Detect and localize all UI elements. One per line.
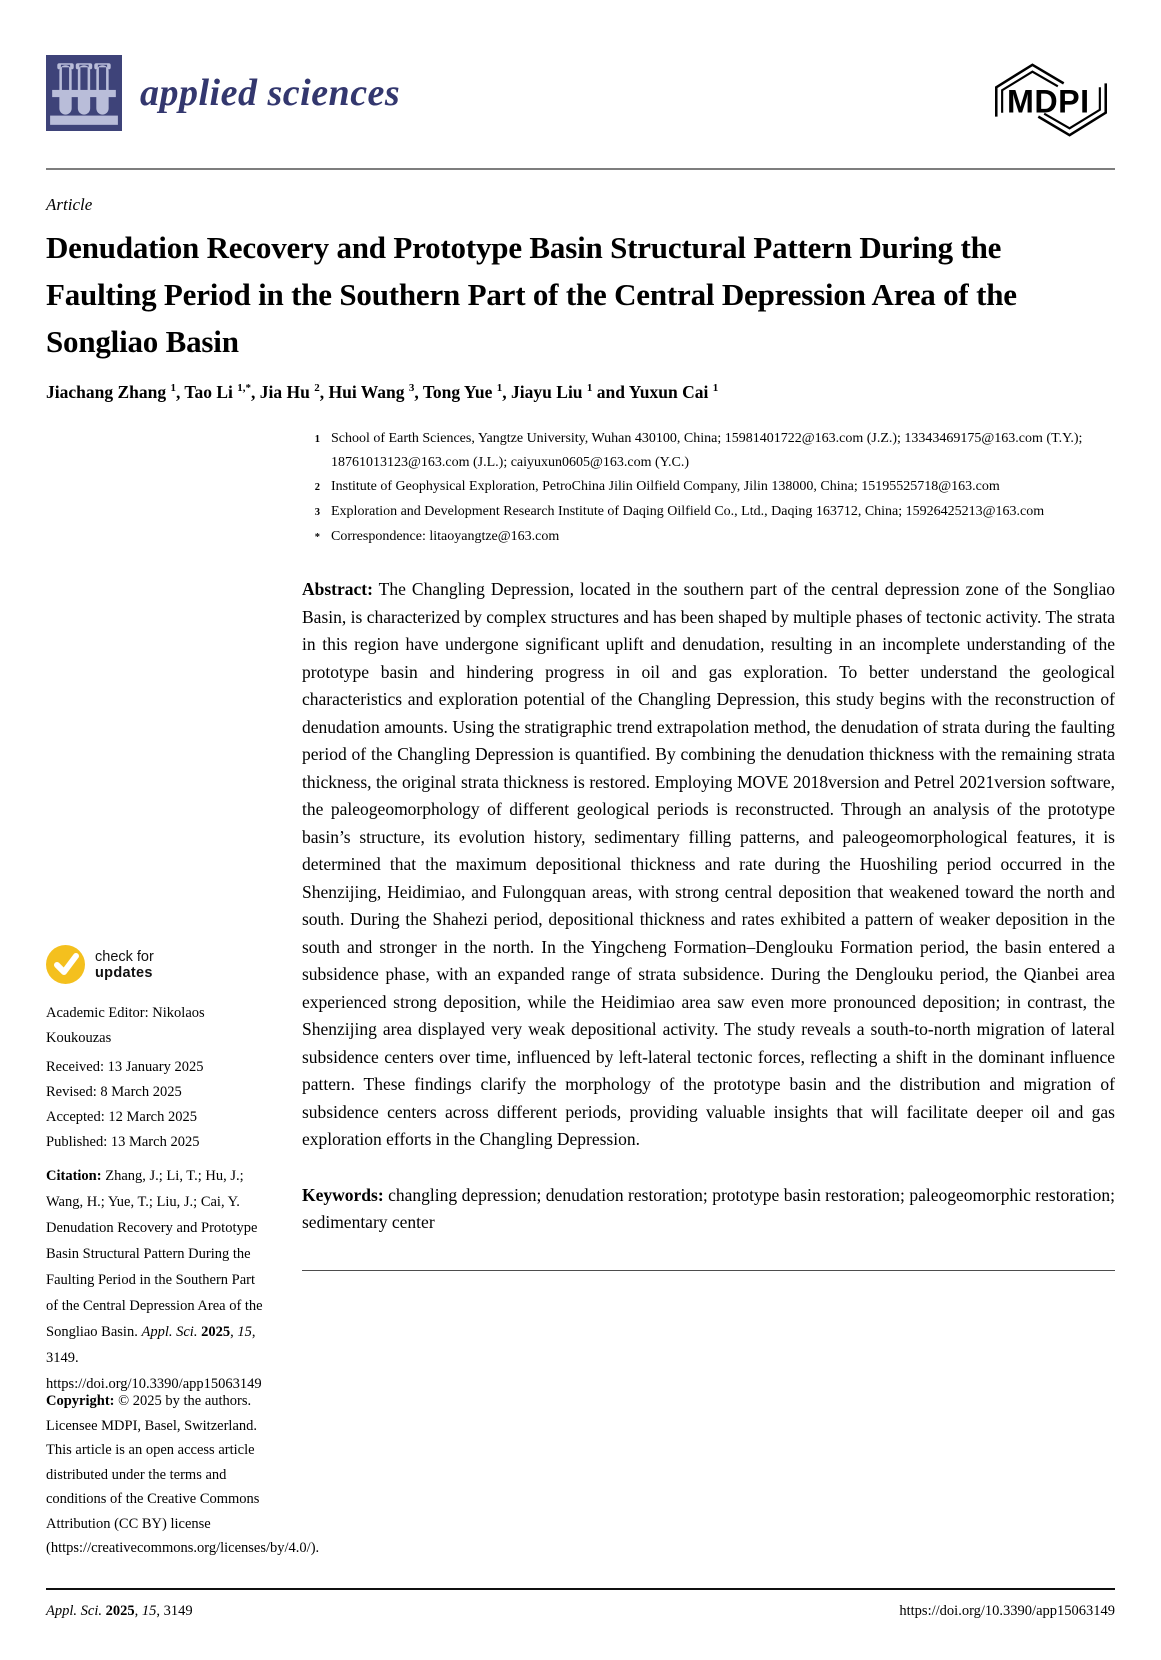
journal-name: applied sciences [140, 72, 401, 114]
date-line: Published: 13 March 2025 [46, 1134, 200, 1150]
author: Tong Yue $^1$ [422, 382, 503, 402]
date-line: Accepted: 12 March 2025 [46, 1109, 197, 1125]
citation-block [46, 1163, 264, 1397]
abstract-text: The Changling Depression, located in the southern part of the central depression zone of the Songliao Basin, is characterized by complex structures and has been shaped by multiple phases of tectonic activity. The strata in this region have undergone significant uplift and denudation, resulting in an incomplete understanding of the prototype basin and hindering progress in oil and gas exploration. To better understand the geological characteristics and exploration potential of the Changling Depression, this study begins with the reconstruction of denudation amounts. Using the stratigraphic trend extrapolation method, the denudation of strata during the faulting period of the Changling Depression is quantified. By combining the denudation thickness with the remaining strata thickness, the original strata thickness is restored. Employing MOVE 2018version and Petrel 2021version software, the paleogeomorphology of different geological periods is reconstructed. Through an analysis of the prototype basin’s structure, its evolution history, sedimentary filling patterns, and paleogeomorphological features, it is determined that the maximum depositional thickness and rate during the Huoshiling period occurred in the Shenzijing, Heidimiao, and Fulongquan areas, with strong central deposition that weakened toward the north and south. During the Shahezi period, depositional thickness and rates exhibited a pattern of weaker deposition in the south and stronger in the north. In the Yingcheng Formation–Denglouku Formation period, the basin entered a subsidence phase, with an expanded range of strata subsidence. During the Denglouku period, the Qianbei area experienced strong deposition, while the Heidimiao area saw even more pronounced deposition; in contrast, the Shenzijing area displayed very weak depositional activity. The study reveals a south-to-north migration of lateral subsidence centers over time, influenced by left-lateral tectonic forces, reflecting a shift in the dominant influence pattern. These findings clarify the morphology of the prototype basin and the distribution and migration of subsidence centers across different periods, providing valuable insights that will facilitate deeper oil and gas exploration efforts in the Changling Depression. [302, 579, 1115, 1149]
academic-editor-label: Academic Editor: [46, 1005, 149, 1021]
citation-doi-link[interactable]: https://doi.org/10.3390/app15063149 [46, 1376, 262, 1392]
check-icon [46, 945, 85, 984]
copyright-label: Copyright: [46, 1393, 115, 1409]
keywords-label: Keywords: [302, 1184, 384, 1205]
author: Jiayu Liu $^1$ [511, 382, 593, 402]
footer-citation: Appl. Sci. 2025, 15, 3149 [46, 1603, 193, 1619]
abstract [302, 576, 1115, 1154]
footer-rule [46, 1588, 1115, 1590]
affiliations-list [302, 427, 1115, 550]
citation-text: Zhang, J.; Li, T.; Hu, J.; Wang, H.; Yue, T.; Liu, J.; Cai, Y. Denudation Recovery and Prototype Basin Structural Pattern During the Faulting Period in the Southern Part of the Central Depression Area of the Songliao Basin. Appl. Sci. 2025, 15, 3149. https://doi.org/10.3390/app15063149 [46, 1168, 263, 1392]
keywords-rule [302, 1270, 1115, 1271]
abstract-label: Abstract: [302, 579, 373, 599]
copyright-block [46, 1389, 320, 1561]
copyright-text: © 2025 by the authors. Licensee MDPI, Basel, Switzerland. This article is an open access article distributed under the terms and conditions of the Creative Commons Attribution (CC BY) license (https://creativecommons.org/licenses/by/4.0/). [46, 1393, 320, 1556]
footer-doi-link[interactable]: https://doi.org/10.3390/app15063149 [899, 1603, 1115, 1619]
affiliation-marker: 2 [314, 482, 320, 493]
affiliation-item [302, 427, 1115, 475]
header-rule [46, 168, 1115, 170]
header [46, 55, 1115, 143]
affiliation-item [302, 525, 1115, 550]
footer [46, 1588, 1115, 1620]
keywords-text: changling depression; denudation restoration; prototype basin restoration; paleogeomorphic restoration; sedimentary center [302, 1184, 1116, 1232]
academic-editor [46, 1001, 264, 1051]
main-column [302, 427, 1115, 1271]
citation-label: Citation: [46, 1168, 102, 1184]
footer-volume: 15 [141, 1603, 157, 1619]
footer-journal-abbrev: Appl. Sci. [46, 1603, 102, 1619]
date-line: Revised: 8 March 2025 [46, 1084, 182, 1100]
affiliation-text: School of Earth Sciences, Yangtze University, Wuhan 430100, China; 15981401722@163.com (J.Z.); 13343469175@163.com (T.Y.); 18761013123@163.com (J.L.); caiyuxun0605@163.com (Y.C.) [331, 431, 1083, 470]
affiliation-text: Exploration and Development Research Institute of Daqing Oilfield Co., Ltd., Daqing 163712, China; 15926425213@163.com [331, 504, 1045, 519]
authors-line: Jiachang Zhang $^1$, Tao Li $^{1,*}$, Jia Hu $^2$, Hui Wang $^3$, Tong Yue $^1$, Jiayu Liu $^1$ and Yuxun Cai $^1$ [46, 382, 719, 402]
affiliation-item [302, 475, 1115, 500]
dates-block [46, 1055, 264, 1155]
affiliation-text: Institute of Geophysical Exploration, PetroChina Jilin Oilfield Company, Jilin 138000, China; 15195525718@163.com [331, 479, 1000, 494]
article-type-label: Article [46, 195, 93, 214]
keywords [302, 1182, 1115, 1237]
journal-logo [46, 55, 400, 131]
test-tubes-icon [46, 55, 122, 131]
check-updates-badge[interactable] [46, 945, 264, 984]
two-column-region [46, 427, 1115, 1577]
mdpi-logo [987, 57, 1115, 143]
academic-editor-name: Nikolaos Koukouzas [46, 1005, 205, 1046]
affiliation-marker: * [314, 532, 320, 543]
author: Jiachang Zhang $^1$ [46, 382, 176, 402]
affiliation-marker: 3 [314, 507, 320, 518]
affiliation-marker: 1 [314, 434, 320, 445]
date-line: Received: 13 January 2025 [46, 1059, 204, 1075]
article-title: Denudation Recovery and Prototype Basin Structural Pattern During the Faulting Period in the Southern Part of the Central Depression Area of the Songliao Basin [46, 230, 1017, 359]
author: Jia Hu $^2$ [259, 382, 320, 402]
author: Hui Wang $^3$ [328, 382, 415, 402]
affiliation-text: Correspondence: litaoyangtze@163.com [331, 529, 560, 544]
author: Yuxun Cai $^1$ [628, 382, 719, 402]
footer-page: 3149 [163, 1603, 193, 1619]
check-updates-label: check for updates [95, 948, 154, 981]
affiliation-item [302, 500, 1115, 525]
mdpi-logo-text: MDPI [1007, 83, 1090, 120]
author: Tao Li $^{1,*}$ [184, 382, 252, 402]
footer-year: 2025 [105, 1603, 135, 1619]
